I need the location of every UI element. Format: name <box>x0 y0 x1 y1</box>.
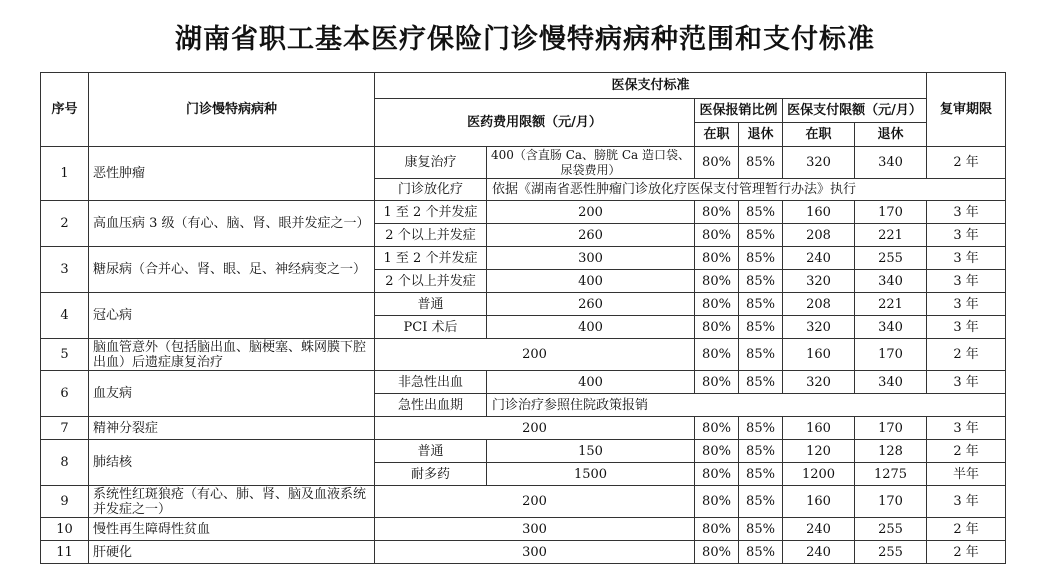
header-limit: 医药费用限额（元/月） <box>375 99 695 147</box>
row-ratio-retired: 85% <box>739 247 783 270</box>
row-ratio-active: 80% <box>695 247 739 270</box>
row-cost-limit: 260 <box>487 224 695 247</box>
row-ratio-retired: 85% <box>739 270 783 293</box>
row-seq: 10 <box>41 518 89 541</box>
row-pay-active: 160 <box>783 201 855 224</box>
table-row <box>41 147 1006 179</box>
row-ratio-active: 80% <box>695 224 739 247</box>
row-pay-retired: 221 <box>855 224 927 247</box>
row-ratio-retired: 85% <box>739 293 783 316</box>
row-subtype: 2 个以上并发症 <box>375 224 487 247</box>
row-pay-retired: 221 <box>855 293 927 316</box>
row-pay-active: 208 <box>783 224 855 247</box>
row-pay-active: 320 <box>783 147 855 179</box>
row-seq: 9 <box>41 486 89 518</box>
row-pay-retired: 170 <box>855 417 927 440</box>
row-pay-retired: 340 <box>855 270 927 293</box>
table-row <box>41 518 1006 541</box>
row-disease: 恶性肿瘤 <box>89 147 375 201</box>
row-ratio-retired: 85% <box>739 371 783 394</box>
row-ratio-retired: 85% <box>739 440 783 463</box>
row-disease: 系统性红斑狼疮（有心、肺、肾、脑及血液系统并发症之一） <box>89 486 375 518</box>
row-ratio-active: 80% <box>695 463 739 486</box>
row-disease: 肝硬化 <box>89 541 375 564</box>
row-ratio-active: 80% <box>695 371 739 394</box>
row-seq: 1 <box>41 147 89 201</box>
row-pay-retired: 1275 <box>855 463 927 486</box>
row-pay-active: 320 <box>783 371 855 394</box>
row-note: 依据《湖南省恶性肿瘤门诊放化疗医保支付管理暂行办法》执行 <box>487 179 1006 201</box>
row-pay-retired: 340 <box>855 371 927 394</box>
row-review: 3 年 <box>927 316 1006 339</box>
row-subtype: 非急性出血 <box>375 371 487 394</box>
row-subtype: 普通 <box>375 440 487 463</box>
row-pay-retired: 255 <box>855 247 927 270</box>
row-seq: 3 <box>41 247 89 293</box>
header-retired: 退休 <box>855 123 927 147</box>
row-ratio-retired: 85% <box>739 224 783 247</box>
row-ratio-active: 80% <box>695 270 739 293</box>
row-subtype: PCI 术后 <box>375 316 487 339</box>
row-cost-limit: 400（含直肠 Ca、膀胱 Ca 造口袋、尿袋费用） <box>487 147 695 179</box>
row-disease: 冠心病 <box>89 293 375 339</box>
row-pay-active: 320 <box>783 270 855 293</box>
row-cost-limit: 300 <box>375 541 695 564</box>
row-ratio-retired: 85% <box>739 201 783 224</box>
row-ratio-retired: 85% <box>739 147 783 179</box>
row-review: 半年 <box>927 463 1006 486</box>
row-pay-retired: 255 <box>855 518 927 541</box>
row-ratio-active: 80% <box>695 541 739 564</box>
row-seq: 7 <box>41 417 89 440</box>
row-review: 3 年 <box>927 247 1006 270</box>
row-pay-retired: 170 <box>855 486 927 518</box>
row-cost-limit: 400 <box>487 371 695 394</box>
row-cost-limit: 200 <box>375 486 695 518</box>
header-seq: 序号 <box>41 73 89 147</box>
document-title: 湖南省职工基本医疗保险门诊慢特病病种范围和支付标准 <box>175 24 875 55</box>
table-row <box>41 541 1006 564</box>
row-seq: 8 <box>41 440 89 486</box>
row-review: 3 年 <box>927 224 1006 247</box>
row-cost-limit: 400 <box>487 270 695 293</box>
row-ratio-active: 80% <box>695 147 739 179</box>
header-ratio: 医保报销比例 <box>695 99 783 123</box>
row-note: 门诊治疗参照住院政策报销 <box>487 394 1006 417</box>
row-ratio-active: 80% <box>695 440 739 463</box>
row-disease: 精神分裂症 <box>89 417 375 440</box>
row-ratio-retired: 85% <box>739 463 783 486</box>
row-pay-retired: 340 <box>855 316 927 339</box>
row-pay-active: 208 <box>783 293 855 316</box>
row-review: 3 年 <box>927 293 1006 316</box>
row-pay-active: 1200 <box>783 463 855 486</box>
row-cost-limit: 200 <box>375 339 695 371</box>
row-pay-active: 160 <box>783 417 855 440</box>
table-row <box>41 247 1006 270</box>
row-ratio-active: 80% <box>695 316 739 339</box>
row-review: 3 年 <box>927 486 1006 518</box>
row-cost-limit: 300 <box>487 247 695 270</box>
table-row <box>41 201 1006 224</box>
row-review: 3 年 <box>927 417 1006 440</box>
row-pay-retired: 128 <box>855 440 927 463</box>
row-subtype: 门诊放化疗 <box>375 179 487 201</box>
row-subtype: 耐多药 <box>375 463 487 486</box>
row-ratio-active: 80% <box>695 417 739 440</box>
row-cost-limit: 200 <box>375 417 695 440</box>
row-review: 2 年 <box>927 147 1006 179</box>
row-pay-retired: 255 <box>855 541 927 564</box>
row-disease: 慢性再生障碍性贫血 <box>89 518 375 541</box>
row-review: 2 年 <box>927 440 1006 463</box>
row-pay-active: 240 <box>783 247 855 270</box>
row-seq: 11 <box>41 541 89 564</box>
header-disease: 门诊慢特病病种 <box>89 73 375 147</box>
row-ratio-retired: 85% <box>739 518 783 541</box>
header-row <box>41 73 1006 99</box>
row-pay-retired: 340 <box>855 147 927 179</box>
row-disease: 脑血管意外（包括脑出血、脑梗塞、蛛网膜下腔出血）后遗症康复治疗 <box>89 339 375 371</box>
row-pay-active: 320 <box>783 316 855 339</box>
row-review: 3 年 <box>927 201 1006 224</box>
table-row <box>41 339 1006 371</box>
row-disease: 肺结核 <box>89 440 375 486</box>
row-ratio-retired: 85% <box>739 339 783 371</box>
header-standard: 医保支付标准 <box>375 73 927 99</box>
row-pay-retired: 170 <box>855 201 927 224</box>
header-review: 复审期限 <box>927 73 1006 147</box>
table-row <box>41 417 1006 440</box>
row-seq: 2 <box>41 201 89 247</box>
row-disease: 高血压病 3 级（有心、脑、肾、眼并发症之一） <box>89 201 375 247</box>
row-ratio-retired: 85% <box>739 316 783 339</box>
row-review: 3 年 <box>927 371 1006 394</box>
row-ratio-active: 80% <box>695 293 739 316</box>
table-row <box>41 486 1006 518</box>
row-subtype: 康复治疗 <box>375 147 487 179</box>
row-subtype: 2 个以上并发症 <box>375 270 487 293</box>
row-cost-limit: 150 <box>487 440 695 463</box>
row-seq: 5 <box>41 339 89 371</box>
row-subtype: 急性出血期 <box>375 394 487 417</box>
row-pay-retired: 170 <box>855 339 927 371</box>
row-pay-active: 240 <box>783 518 855 541</box>
row-cost-limit: 300 <box>375 518 695 541</box>
row-review: 3 年 <box>927 270 1006 293</box>
row-ratio-active: 80% <box>695 201 739 224</box>
row-cost-limit: 400 <box>487 316 695 339</box>
row-subtype: 普通 <box>375 293 487 316</box>
row-ratio-retired: 85% <box>739 541 783 564</box>
row-disease: 血友病 <box>89 371 375 417</box>
row-ratio-active: 80% <box>695 339 739 371</box>
row-review: 2 年 <box>927 339 1006 371</box>
row-review: 2 年 <box>927 518 1006 541</box>
row-seq: 6 <box>41 371 89 417</box>
row-pay-active: 120 <box>783 440 855 463</box>
row-subtype: 1 至 2 个并发症 <box>375 201 487 224</box>
header-active: 在职 <box>783 123 855 147</box>
header-payment: 医保支付限额（元/月） <box>783 99 927 123</box>
row-cost-limit: 200 <box>487 201 695 224</box>
insurance-table <box>40 72 1006 564</box>
row-ratio-retired: 85% <box>739 417 783 440</box>
row-seq: 4 <box>41 293 89 339</box>
row-ratio-active: 80% <box>695 518 739 541</box>
table-row <box>41 440 1006 463</box>
row-subtype: 1 至 2 个并发症 <box>375 247 487 270</box>
row-cost-limit: 1500 <box>487 463 695 486</box>
row-pay-active: 160 <box>783 339 855 371</box>
table-row <box>41 293 1006 316</box>
row-ratio-retired: 85% <box>739 486 783 518</box>
row-pay-active: 160 <box>783 486 855 518</box>
table-row <box>41 371 1006 394</box>
row-review: 2 年 <box>927 541 1006 564</box>
header-active: 在职 <box>695 123 739 147</box>
row-cost-limit: 260 <box>487 293 695 316</box>
row-ratio-active: 80% <box>695 486 739 518</box>
row-pay-active: 240 <box>783 541 855 564</box>
header-retired: 退休 <box>739 123 783 147</box>
row-disease: 糖尿病（合并心、肾、眼、足、神经病变之一） <box>89 247 375 293</box>
